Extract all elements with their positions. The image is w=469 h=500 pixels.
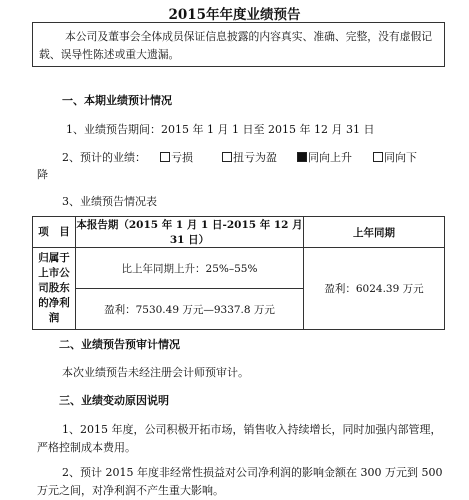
section2-text: 本次业绩预告未经注册会计师预审计。 (62, 366, 249, 379)
option-turnaround-label: 扭亏为盈 (233, 151, 277, 164)
option-wrap: 降 (37, 168, 48, 181)
reason2-line1: 2、预计 2015 年度非经常性损益对公司净利润的影响金额在 300 万元到 500 (62, 466, 443, 479)
option-loss (160, 149, 193, 165)
option-decrease (373, 149, 417, 165)
header-current-period: 本报告期（2015 年 1 月 1 日-2015 年 12 月 31 日） (76, 217, 304, 248)
section2-heading: 二、业绩预告预审计情况 (59, 338, 180, 351)
section3-heading: 三、业绩变动原因说明 (59, 394, 169, 407)
prior-profit: 盈利：6024.39 万元 (304, 248, 445, 330)
growth-range: 比上年同期上升：25%–55% (76, 248, 304, 289)
header-item: 项 目 (33, 217, 76, 248)
table-caption: 3、业绩预告情况表 (62, 195, 157, 208)
disclaimer-box: 本公司及董事会全体成员保证信息披露的内容真实、准确、完整，没有虚假记载、误导性陈述或重大遗漏。 (32, 22, 445, 67)
section1-heading: 一、本期业绩预计情况 (62, 94, 172, 107)
document-title: 2015年年度业绩预告 (168, 7, 301, 23)
forecast-period: 1、业绩预告期间：2015 年 1 月 1 日至 2015 年 12 月 31 日 (66, 123, 375, 136)
reason2-line2: 万元之间，对净利润不产生重大影响。 (37, 484, 224, 497)
option-increase-label: 同向上升 (308, 151, 352, 164)
reason1-line2: 严格控制成本费用。 (37, 441, 136, 454)
checkbox-decrease (373, 152, 383, 162)
checkbox-loss (160, 152, 170, 162)
checkbox-turnaround (222, 152, 232, 162)
item-net-profit: 归属于上市公司股东的净利润 (33, 248, 76, 330)
header-prior-period: 上年同期 (304, 217, 445, 248)
checkbox-increase-checked (297, 152, 307, 162)
option-decrease-label: 同向下 (384, 151, 417, 164)
reason1-line1: 1、2015 年度，公司积极开拓市场，销售收入持续增长，同时加强内部管理， (62, 423, 442, 436)
option-loss-label: 亏损 (171, 151, 193, 164)
current-profit-range: 盈利：7530.49 万元—9337.8 万元 (76, 289, 304, 330)
option-increase (297, 149, 352, 165)
expected-result-label: 2、预计的业绩： (62, 151, 146, 164)
forecast-table (32, 216, 445, 330)
table-row (33, 248, 445, 289)
table-header-row (33, 217, 445, 248)
option-turnaround (222, 149, 277, 165)
